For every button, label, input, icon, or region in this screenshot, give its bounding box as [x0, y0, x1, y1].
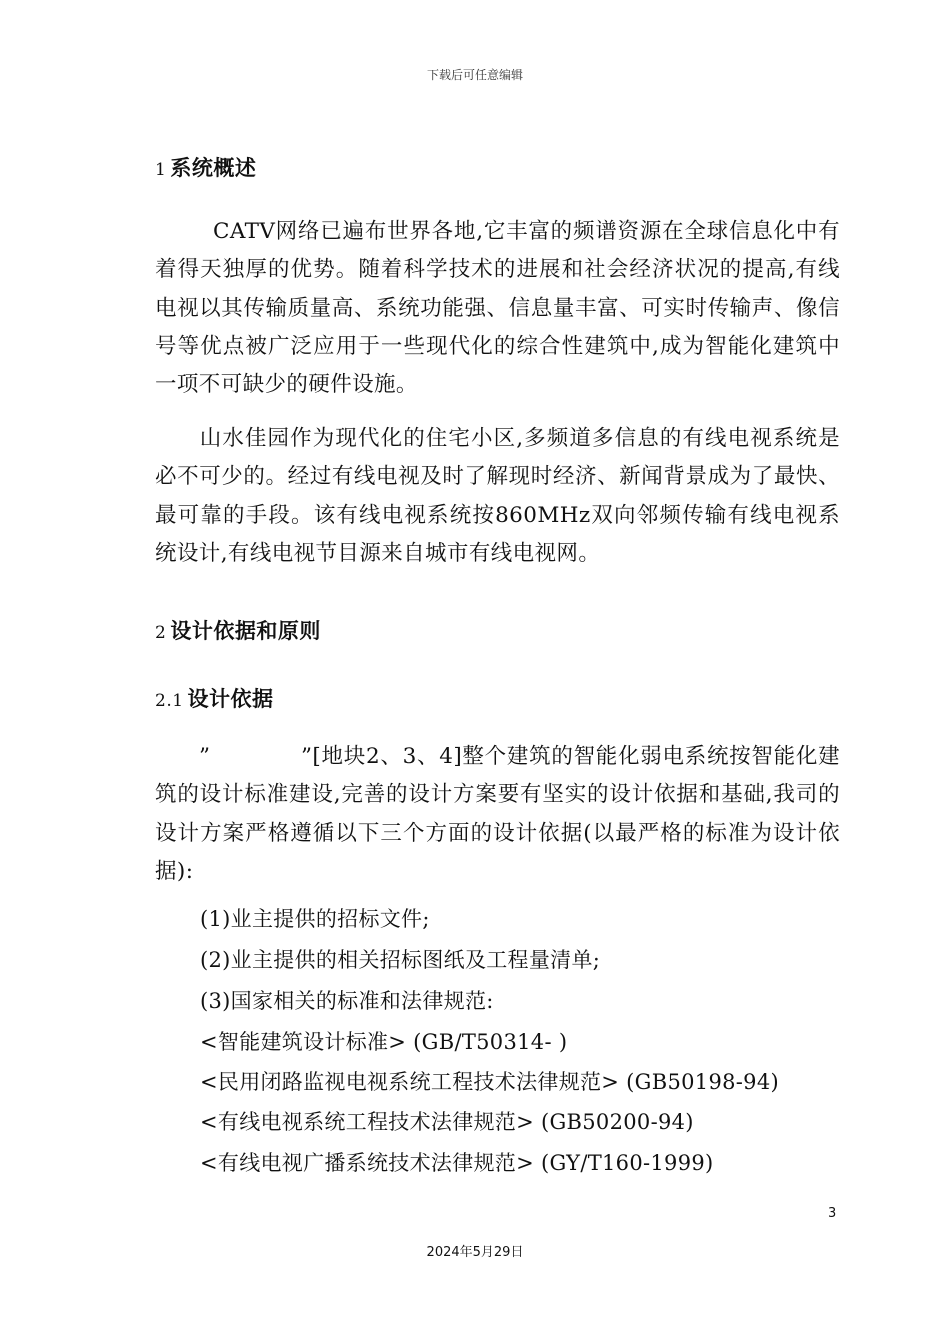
basis-item-1: (1)业主提供的招标文件; — [200, 907, 430, 931]
section-2-1-number: 2.1 — [155, 691, 184, 711]
standard-item-3: <有线电视系统工程技术法律规范> (GB50200-94) — [200, 1110, 694, 1134]
section-1-heading — [155, 152, 256, 182]
section-1-paragraph-1-text: CATV网络已遍布世界各地,它丰富的频谱资源在全球信息化中有着得天独厚的优势。随着科学技术的进展和社会经济状况的提高,有线电视以其传输质量高、系统功能强、信息量丰富、可实时传输声、像信号等优点被广泛应用于一些现代化的综合性建筑中,成为智能化建筑中一项不可缺少的硬件设施。 — [155, 219, 840, 398]
standard-item-1: <智能建筑设计标准> (GB/T50314- ) — [200, 1030, 568, 1054]
section-1-title: 系统概述 — [170, 156, 257, 180]
section-2-1-quote-mark: ” — [199, 744, 211, 769]
basis-item-3: (3)国家相关的标准和法律规范: — [200, 989, 494, 1013]
section-2-1-heading — [155, 683, 274, 713]
page-number: 3 — [828, 1206, 837, 1221]
section-2-1-paragraph-text: ”[地块2、3、4]整个建筑的智能化弱电系统按智能化建筑的设计标准建设,完善的设计方案要有坚实的设计依据和基础,我司的设计方案严格遵循以下三个方面的设计依据(以最严格的标准为设计依据): — [155, 744, 840, 884]
section-2-1-title: 设计依据 — [187, 687, 274, 711]
section-2-title: 设计依据和原则 — [170, 619, 321, 643]
section-2-1-paragraph — [155, 738, 840, 891]
section-1-number: 1 — [155, 160, 167, 180]
section-1-paragraph-2-text: 山水佳园作为现代化的住宅小区,多频道多信息的有线电视系统是必不可少的。经过有线电视及时了解现时经济、新闻背景成为了最快、最可靠的手段。该有线电视系统按860MHz双向邻频传输有线电视系统设计,有线电视节目源来自城市有线电视网。 — [155, 426, 840, 566]
basis-item-2: (2)业主提供的相关招标图纸及工程量清单; — [200, 948, 601, 972]
standard-item-4: <有线电视广播系统技术法律规范> (GY/T160-1999) — [200, 1151, 714, 1175]
standard-item-2: <民用闭路监视电视系统工程技术法律规范> (GB50198-94) — [200, 1070, 779, 1094]
section-2-number: 2 — [155, 623, 167, 643]
section-1-paragraph-1 — [155, 213, 840, 404]
section-1-paragraph-2 — [155, 420, 840, 573]
footer-date: 2024年5月29日 — [426, 1245, 524, 1260]
section-2-heading — [155, 615, 321, 645]
page-header: 下载后可任意编辑 — [426, 68, 523, 82]
